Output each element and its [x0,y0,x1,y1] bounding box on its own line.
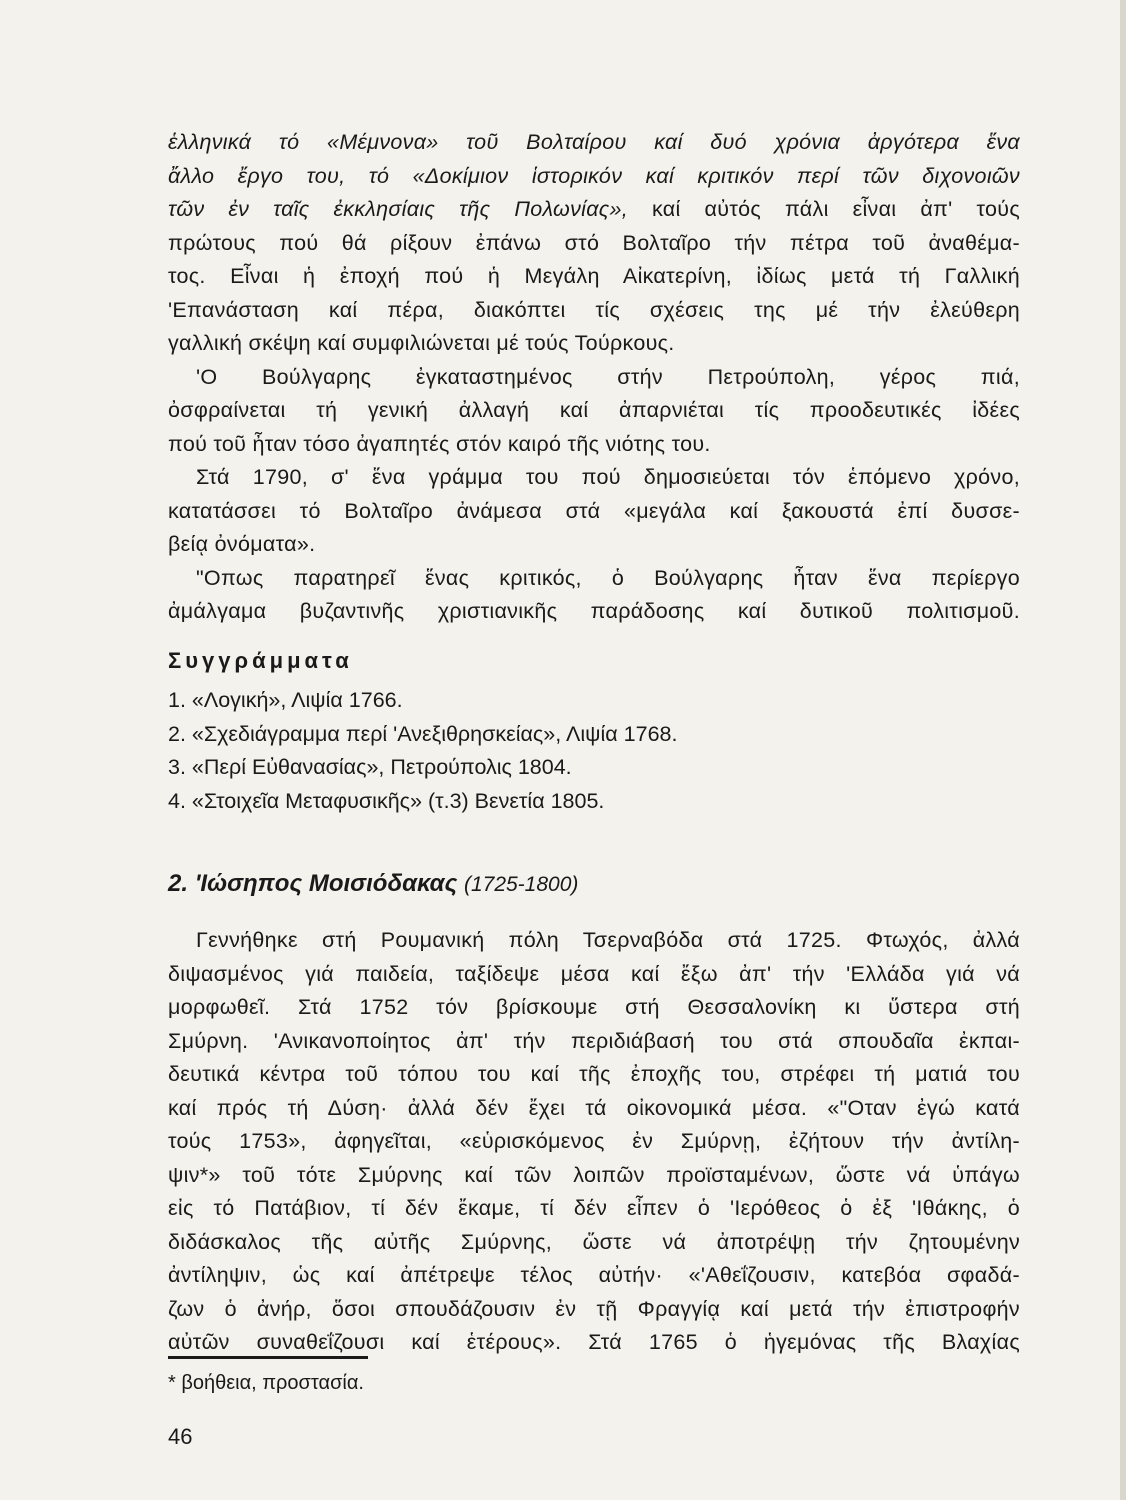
footnote-divider [168,1356,368,1359]
page-number: 46 [168,1424,193,1449]
section-body [168,924,1020,1360]
works-heading: Συγγράμματα [168,648,353,673]
text-line: Γεννήθηκε στή Ρουμανική πόλη Τσερναβόδα στά 1725. Φτωχός, ἀλλά [196,928,1020,952]
text-line: κατατάσσει τό Βολταῖρο ἀνάμεσα στά «μεγάλα καί ξακουστά ἐπί δυσσε- [168,498,1020,523]
text-line: ὀσφραίνεται τή γενική ἀλλαγή καί ἀπαρνιέται τίς προοδευτικές ἰδέες [168,398,1020,422]
intro-paragraphs [168,126,1020,629]
section-number: 2. [168,870,189,897]
text-line: ζων ὁ ἀνήρ, ὅσοι σπουδάζουσιν ἐν τῇ Φραγγίᾳ καί μετά τήν ἐπιστροφήν [168,1296,1020,1321]
text-line: εἰς τό Πατάβιον, τί δέν ἔκαμε, τί δέν εἶπεν ὁ 'Ιερόθεος ὁ ἐξ 'Ιθάκης, ὁ [168,1196,1020,1220]
text-line: Σμύρνη. 'Ανικανοποίητος ἀπ' τήν περιδιάβασή του στά σπουδαῖα ἐκπαι- [168,1028,1020,1053]
text-line: βείᾳ ὀνόματα». [168,532,316,556]
text-line: τούς 1753», ἀφηγεῖται, «εὑρισκόμενος ἐν Σμύρνῃ, ἐζήτουν τήν ἀντίλη- [168,1129,1020,1153]
text-line: Στά 1790, σ' ἕνα γράμμα του πού δημοσιεύεται τόν ἑπόμενο χρόνο, [196,465,1020,489]
list-item: 3. «Περί Εὐθανασίας», Πετρούπολις 1804. [168,755,572,779]
text-line: 'Επανάσταση καί πέρα, διακόπτει τίς σχέσεις της μέ τήν ἐλεύθερη [168,297,1020,322]
page-edge [1120,0,1126,1500]
text-line-roman-part: καί αὐτός πάλι εἶναι ἀπ' τούς [628,197,1020,221]
text-line: μορφωθεῖ. Στά 1752 τόν βρίσκουμε στή Θεσσαλονίκη κι ὕστερα στή [168,995,1020,1019]
works-list [168,684,677,818]
text-line: διψασμένος γιά παιδεία, ταξίδεψε μέσα καί ἔξω ἀπ' τήν 'Ελλάδα γιά νά [168,961,1020,986]
section-dates: (1725-1800) [463,873,579,896]
list-item: 4. «Στοιχεῖα Μεταφυσικῆς» (τ.3) Βενετία 1805. [168,788,605,813]
text-line: ἀντίληψιν, ὡς καί ἀπέτρεψε τέλος αὐτήν· «'Αθεΐζουσιν, κατεβόα σφαδά- [168,1263,1020,1287]
text-line: 'Ο Βούλγαρης ἐγκαταστημένος στήν Πετρούπολη, γέρος πιά, [196,364,1020,389]
text-line: ἄλλο ἔργο του, τό «Δοκίμιον ἱστορικόν καί κριτικόν περί τῶν διχονοιῶν [168,163,1020,188]
section-name: 'Ιώσηπος Μοισιόδακας [194,870,458,897]
text-line: "Οπως παρατηρεῖ ἕνας κριτικός, ὁ Βούλγαρης ἦταν ἕνα περίεργο [196,565,1020,590]
text-line: πρώτους πού θά ρίξουν ἐπάνω στό Βολταῖρο τήν πέτρα τοῦ ἀναθέμα- [168,230,1020,255]
text-line: δευτικά κέντρα τοῦ τόπου του καί τῆς ἐποχῆς του, στρέφει τή ματιά του [168,1062,1020,1086]
section-title [168,870,578,898]
list-item: 1. «Λογική», Λιψία 1766. [168,688,403,712]
text-line: αὐτῶν συναθεΐζουσι καί ἑτέρους». Στά 1765 ὁ ἡγεμόνας τῆς Βλαχίας [168,1330,1020,1354]
footnote: * βοήθεια, προστασία. [168,1372,364,1394]
text-line: ἑλληνικά τό «Μέμνονα» τοῦ Βολταίρου καί δυό χρόνια ἀργότερα ἕνα [168,130,1020,154]
text-line: διδάσκαλος τῆς αὐτῆς Σμύρνης, ὥστε νά ἀποτρέψῃ τήν ζητουμένην [168,1229,1020,1254]
text-line-italic-part: τῶν ἐν ταῖς ἐκκλησίαις τῆς Πολωνίας», [168,197,629,221]
text-line [168,193,1020,227]
text-line: τος. Εἶναι ἡ ἐποχή πού ἡ Μεγάλη Αἰκατερίνη, ἰδίως μετά τή Γαλλική [168,264,1020,288]
text-line: καί πρός τή Δύση· ἀλλά δέν ἔχει τά οἰκονομικά μέσα. «"Οταν ἐγώ κατά [168,1095,1020,1120]
text-line: ψιν*» τοῦ τότε Σμύρνης καί τῶν λοιπῶν προϊσταμένων, ὥστε νά ὑπάγω [168,1162,1020,1187]
text-line: γαλλική σκέψη καί συμφιλιώνεται μέ τούς Τούρκους. [168,331,675,355]
text-line: ἀμάλγαμα βυζαντινῆς χριστιανικῆς παράδοσης καί δυτικοῦ πολιτισμοῦ. [168,599,1020,623]
text-line: πού τοῦ ἦταν τόσο ἀγαπητές στόν καιρό τῆς νιότης του. [168,431,711,456]
list-item: 2. «Σχεδιάγραμμα περί 'Ανεξιθρησκείας», Λιψία 1768. [168,721,678,746]
